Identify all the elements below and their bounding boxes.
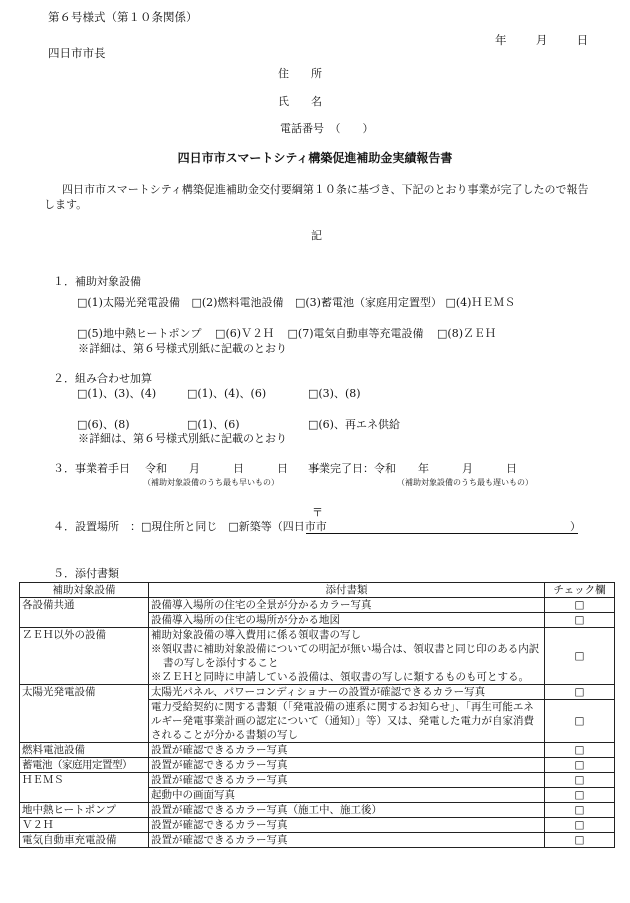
combo-1-3-4[interactable]: □(1)、(3)、(4)	[77, 387, 157, 400]
combo-6-8[interactable]: □(6)、(8)	[77, 418, 130, 431]
section2-note: ※詳細は、第６号様式別紙に記載のとおり	[78, 432, 287, 445]
doc-note: ※領収書に補助対象設備についての明記が無い場合は、領収書と同じ印のある内訳書の写しを添付すること	[151, 643, 540, 669]
table-row	[20, 743, 615, 758]
table-row	[20, 833, 615, 848]
doc-cell: 設備導入場所の住宅の場所が分かる地図	[149, 613, 545, 628]
check-box[interactable]: □	[545, 613, 615, 628]
doc-cell: 起動中の画面写真	[149, 788, 545, 803]
doc-cell: 設置が確認できるカラー写真	[149, 758, 545, 773]
addressee: 四日市市長	[48, 46, 106, 60]
check-box[interactable]: □	[545, 818, 615, 833]
check-box[interactable]: □	[545, 833, 615, 848]
doc-cell: 太陽光パネル、パワーコンディショナーの設置が確認できるカラー写真	[149, 685, 545, 700]
combo-1-4-6[interactable]: □(1)、(4)、(6)	[187, 387, 267, 400]
header-check: チェック欄	[545, 583, 615, 598]
date-line	[495, 33, 588, 47]
intro-paragraph: 四日市市スマートシティ構築促進補助金交付要綱第１０条に基づき、下記のとおり事業が完了したので報告します。	[44, 183, 589, 211]
header-equipment: 補助対象設備	[20, 583, 149, 598]
table-row	[20, 803, 615, 818]
category-battery: 蓄電池（家庭用定置型）	[20, 758, 149, 773]
table-row	[20, 818, 615, 833]
check-box[interactable]: □	[545, 743, 615, 758]
doc-cell: 設置が確認できるカラー写真	[149, 833, 545, 848]
date-month: 月	[535, 33, 548, 47]
section2-heading: ２．組み合わせ加算	[53, 372, 152, 385]
section1-note: ※詳細は、第６号様式別紙に記載のとおり	[78, 342, 287, 355]
checkbox-ev-charger[interactable]: □(7)電気自動車等充電設備	[287, 327, 424, 340]
checkbox-battery[interactable]: □(3)蓄電池（家庭用定置型）	[294, 296, 442, 309]
doc-cell: 設備導入場所の住宅の全景が分かるカラー写真	[149, 598, 545, 613]
table-row	[20, 628, 615, 685]
category-v2h: Ｖ２Ｈ	[20, 818, 149, 833]
section3-label: ３．事業着手日	[53, 462, 130, 475]
name-label: 氏 名	[278, 95, 322, 108]
check-box[interactable]: □	[545, 788, 615, 803]
start-note: （補助対象設備のうち最も早いもの）	[143, 478, 279, 487]
attachments-table	[19, 582, 615, 848]
doc-cell: 設置が確認できるカラー写真（施工中、施工後）	[149, 803, 545, 818]
date-day: 日	[576, 33, 589, 47]
category-solar: 太陽光発電設備	[20, 685, 149, 743]
section4-label[interactable]: ４．設置場所 ：□現住所と同じ □新築等（四日市市	[53, 520, 327, 533]
section1-row1	[77, 296, 515, 310]
checkbox-hems[interactable]: □(4)ＨＥＭＳ	[445, 296, 516, 309]
checkbox-geothermal[interactable]: □(5)地中熱ヒートポンプ	[77, 327, 202, 340]
section1-heading: １．補助対象設備	[53, 275, 141, 288]
table-row	[20, 758, 615, 773]
address-underline	[306, 533, 578, 534]
doc-cell: 電力受給契約に関する書類（「発電設備の連系に関するお知らせ」、「再生可能エネルギー発電事業計画の認定について（通知）」等）又は、発電した電力が自家消費されることが分かる書類の写し	[149, 700, 545, 743]
postal-mark: 〒	[312, 506, 323, 519]
category-fuel-cell: 燃料電池設備	[20, 743, 149, 758]
address-close: ）	[570, 520, 581, 533]
check-box[interactable]: □	[545, 685, 615, 700]
start-date[interactable]: 令和 月 日 日 ～	[145, 462, 321, 475]
end-note: （補助対象設備のうち最も遅いもの）	[397, 478, 533, 487]
check-box[interactable]: □	[545, 803, 615, 818]
check-box[interactable]: □	[545, 700, 615, 743]
checkbox-zeh[interactable]: □(8)ＺＥＨ	[437, 327, 496, 340]
combo-6-renewable[interactable]: □(6)、再エネ供給	[308, 418, 400, 431]
category-hems: ＨＥＭＳ	[20, 773, 149, 803]
check-box[interactable]: □	[545, 598, 615, 613]
form-label: 第６号様式（第１０条関係）	[48, 10, 198, 24]
table-header-row	[20, 583, 615, 598]
checkbox-fuel-cell[interactable]: □(2)燃料電池設備	[191, 296, 284, 309]
checkbox-v2h[interactable]: □(6)Ｖ２Ｈ	[215, 327, 275, 340]
category-ev-charger: 電気自動車充電設備	[20, 833, 149, 848]
end-date[interactable]: 事業完了日：令和 年 月 日	[308, 462, 517, 475]
doc-note: ※ＺＥＨと同時に申請している設備は、領収書の写しに類するものも可とする。	[151, 671, 529, 683]
doc-cell: 設置が確認できるカラー写真	[149, 818, 545, 833]
doc-cell: 設置が確認できるカラー写真	[149, 743, 545, 758]
table-row	[20, 598, 615, 613]
section1-row2	[77, 327, 496, 341]
category-common: 各設備共通	[20, 598, 149, 628]
table-row	[20, 773, 615, 788]
category-non-zeh: ＺＥＨ以外の設備	[20, 628, 149, 685]
ki-label: 記	[311, 229, 322, 242]
combo-3-8[interactable]: □(3)、(8)	[308, 387, 361, 400]
date-year: 年	[495, 33, 507, 47]
doc-cell	[149, 628, 545, 685]
phone-label: 電話番号 （ ）	[280, 122, 374, 135]
doc-line: 補助対象設備の導入費用に係る領収書の写し	[151, 629, 361, 641]
header-documents: 添付書類	[149, 583, 545, 598]
combo-1-6[interactable]: □(1)、(6)	[187, 418, 240, 431]
section5-heading: ５．添付書類	[53, 567, 119, 580]
address-label: 住 所	[278, 67, 322, 80]
check-box[interactable]: □	[545, 773, 615, 788]
category-geothermal: 地中熱ヒートポンプ	[20, 803, 149, 818]
table-row	[20, 685, 615, 700]
check-box[interactable]: □	[545, 628, 615, 685]
document-title: 四日市市スマートシティ構築促進補助金実績報告書	[177, 151, 453, 165]
check-box[interactable]: □	[545, 758, 615, 773]
doc-cell: 設置が確認できるカラー写真	[149, 773, 545, 788]
checkbox-solar[interactable]: □(1)太陽光発電設備	[77, 296, 180, 309]
